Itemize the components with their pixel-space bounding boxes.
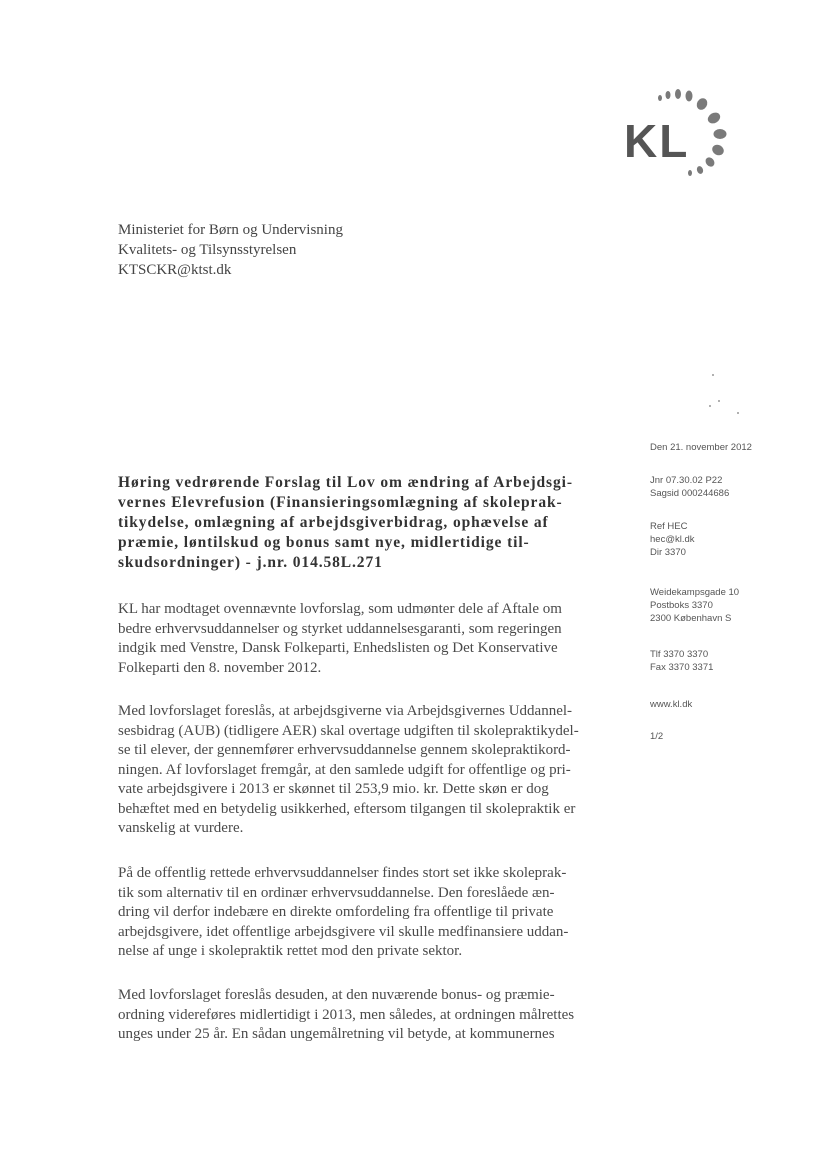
- paragraph-line: indgik med Venstre, Dansk Folkeparti, Enhedslisten og Det Konservative: [118, 640, 558, 656]
- sidebar-phone-block: [650, 648, 713, 674]
- direct-phone: Dir 3370: [650, 547, 686, 558]
- page-number: 1/2: [650, 731, 664, 742]
- kl-logo: [618, 84, 738, 184]
- body-paragraph-3: [118, 864, 568, 962]
- paragraph-line: KL har modtaget ovennævnte lovforslag, som udmønter dele af Aftale om: [118, 601, 562, 617]
- logo-text: KL: [624, 115, 690, 167]
- paragraph-line: ordning videreføres midlertidigt i 2013, men således, at ordningen målrettes: [118, 1006, 575, 1023]
- scan-speck: [718, 400, 720, 402]
- sidebar-address-block: [650, 586, 739, 625]
- title-line: Høring vedrørende Forslag til Lov om ændring af Arbejdsgi-: [118, 474, 573, 491]
- title-line: skudsordninger) - j.nr. 014.58L.271: [118, 554, 383, 571]
- paragraph-line: dring vil derfor indebære en direkte omfordeling fra offentlige til private: [118, 904, 554, 920]
- paragraph-line: se til elever, der gennemfører erhvervsuddannelse gennem skolepraktikord-: [118, 742, 571, 758]
- paragraph-line: unges under 25 år. En sådan ungemålretning vil betyde, at kommunernes: [118, 1026, 555, 1042]
- recipient-line: Ministeriet for Børn og Undervisning: [118, 222, 343, 238]
- body-paragraph-1: [118, 600, 562, 678]
- contact-email: hec@kl.dk: [650, 534, 695, 545]
- recipient-address: [118, 220, 343, 280]
- paragraph-line: behæftet med en betydelig usikkerhed, eftersom tilgangen til skolepraktik er: [118, 800, 576, 817]
- paragraph-line: vanskelig at vurdere.: [118, 820, 244, 836]
- paragraph-line: Med lovforslaget foreslås, at arbejdsgiverne via Arbejdsgivernes Uddannel-: [118, 703, 573, 719]
- city: 2300 København S: [650, 613, 732, 624]
- sidebar-case-block: [650, 474, 729, 500]
- letter-date: Den 21. november 2012: [650, 442, 752, 453]
- journal-number: Jnr 07.30.02 P22: [650, 475, 723, 486]
- scan-speck: [737, 412, 739, 414]
- paragraph-line: Med lovforslaget foreslås desuden, at den nuværende bonus- og præmie-: [118, 987, 555, 1003]
- title-line: præmie, løntilskud og bonus samt nye, midlertidige til-: [118, 534, 530, 551]
- paragraph-line: tik som alternativ til en ordinær erhvervsuddannelse. Den foreslåede æn-: [118, 884, 555, 901]
- paragraph-line: På de offentlig rettede erhvervsuddannelser findes stort set ikke skoleprak-: [118, 865, 567, 881]
- paragraph-line: sesbidrag (AUB) (tidligere AER) skal overtage udgiften til skolepraktikydel-: [118, 722, 579, 739]
- sidebar-web-block: [650, 698, 692, 711]
- scan-speck: [709, 405, 711, 407]
- recipient-line: Kvalitets- og Tilsynsstyrelsen: [118, 242, 297, 258]
- website: www.kl.dk: [650, 699, 693, 710]
- body-paragraph-4: [118, 986, 574, 1045]
- reference: Ref HEC: [650, 521, 688, 532]
- scan-speck: [712, 374, 714, 376]
- sidebar-contact-block: [650, 520, 695, 559]
- case-id: Sagsid 000244686: [650, 488, 730, 499]
- phone-number: Tlf 3370 3370: [650, 649, 709, 660]
- paragraph-line: bedre erhvervsuddannelser og styrket uddannelsesgaranti, som regeringen: [118, 620, 562, 637]
- street-address: Weidekampsgade 10: [650, 587, 740, 598]
- recipient-email: KTSCKR@ktst.dk: [118, 262, 232, 278]
- body-paragraph-2: [118, 702, 579, 839]
- paragraph-line: arbejdsgivere, idet offentlige arbejdsgivere vil skulle medfinansiere uddan-: [118, 923, 569, 940]
- paragraph-line: nelse af unge i skolepraktik rettet mod den private sektor.: [118, 943, 463, 959]
- title-line: vernes Elevrefusion (Finansieringsomlægning af skoleprak-: [118, 494, 563, 511]
- title-line: tikydelse, omlægning af arbejdsgiverbidrag, ophævelse af: [118, 514, 549, 531]
- paragraph-line: vate arbejdsgivere i 2013 er skønnet til 253,9 mio. kr. Dette skøn er dog: [118, 781, 549, 797]
- paragraph-line: ningen. Af lovforslaget fremgår, at den samlede udgift for offentlige og pri-: [118, 761, 571, 778]
- letter-title: [118, 473, 608, 573]
- sidebar-date-block: [650, 441, 752, 454]
- paragraph-line: Folkeparti den 8. november 2012.: [118, 659, 322, 676]
- fax-number: Fax 3370 3371: [650, 662, 714, 673]
- postbox: Postboks 3370: [650, 600, 713, 611]
- sidebar-page-block: [650, 730, 663, 743]
